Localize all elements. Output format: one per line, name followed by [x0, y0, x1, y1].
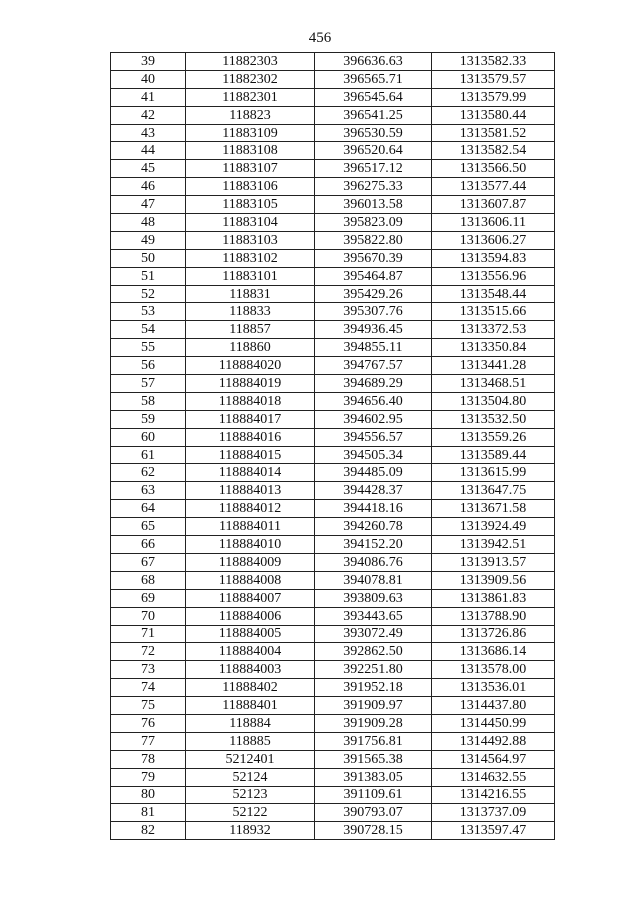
row-index-cell: 81 [111, 804, 186, 822]
y-coordinate-cell: 1313726.86 [432, 625, 555, 643]
x-coordinate-cell: 390793.07 [315, 804, 432, 822]
x-coordinate-cell: 394656.40 [315, 392, 432, 410]
y-coordinate-cell: 1313737.09 [432, 804, 555, 822]
row-index-cell: 57 [111, 375, 186, 393]
point-id-cell: 11888401 [186, 697, 315, 715]
row-index-cell: 69 [111, 589, 186, 607]
row-index-cell: 54 [111, 321, 186, 339]
point-id-cell: 118884018 [186, 392, 315, 410]
table-row [111, 231, 555, 249]
table-row [111, 607, 555, 625]
point-id-cell: 11883109 [186, 124, 315, 142]
row-index-cell: 46 [111, 178, 186, 196]
y-coordinate-cell: 1314437.80 [432, 697, 555, 715]
row-index-cell: 41 [111, 88, 186, 106]
x-coordinate-cell: 394936.45 [315, 321, 432, 339]
coordinates-table-body [111, 53, 555, 840]
point-id-cell: 52123 [186, 786, 315, 804]
point-id-cell: 11883107 [186, 160, 315, 178]
row-index-cell: 58 [111, 392, 186, 410]
row-index-cell: 43 [111, 124, 186, 142]
table-row [111, 285, 555, 303]
row-index-cell: 48 [111, 214, 186, 232]
y-coordinate-cell: 1313607.87 [432, 196, 555, 214]
x-coordinate-cell: 396545.64 [315, 88, 432, 106]
point-id-cell: 11882303 [186, 53, 315, 71]
row-index-cell: 78 [111, 750, 186, 768]
table-row [111, 822, 555, 840]
point-id-cell: 118884003 [186, 661, 315, 679]
point-id-cell: 11888402 [186, 679, 315, 697]
row-index-cell: 82 [111, 822, 186, 840]
row-index-cell: 39 [111, 53, 186, 71]
point-id-cell: 11883102 [186, 249, 315, 267]
y-coordinate-cell: 1313581.52 [432, 124, 555, 142]
point-id-cell: 118884006 [186, 607, 315, 625]
point-id-cell: 118884017 [186, 410, 315, 428]
point-id-cell: 118884 [186, 714, 315, 732]
table-row [111, 410, 555, 428]
y-coordinate-cell: 1314216.55 [432, 786, 555, 804]
point-id-cell: 118833 [186, 303, 315, 321]
y-coordinate-cell: 1313536.01 [432, 679, 555, 697]
table-row [111, 88, 555, 106]
x-coordinate-cell: 394602.95 [315, 410, 432, 428]
point-id-cell: 11883103 [186, 231, 315, 249]
row-index-cell: 45 [111, 160, 186, 178]
row-index-cell: 53 [111, 303, 186, 321]
y-coordinate-cell: 1313582.33 [432, 53, 555, 71]
row-index-cell: 50 [111, 249, 186, 267]
x-coordinate-cell: 394260.78 [315, 518, 432, 536]
y-coordinate-cell: 1314564.97 [432, 750, 555, 768]
coordinates-table [110, 52, 555, 840]
x-coordinate-cell: 395822.80 [315, 231, 432, 249]
y-coordinate-cell: 1313350.84 [432, 339, 555, 357]
row-index-cell: 62 [111, 464, 186, 482]
x-coordinate-cell: 391952.18 [315, 679, 432, 697]
point-id-cell: 118884005 [186, 625, 315, 643]
table-row [111, 428, 555, 446]
y-coordinate-cell: 1313548.44 [432, 285, 555, 303]
row-index-cell: 75 [111, 697, 186, 715]
y-coordinate-cell: 1313566.50 [432, 160, 555, 178]
table-row [111, 464, 555, 482]
x-coordinate-cell: 396541.25 [315, 106, 432, 124]
row-index-cell: 65 [111, 518, 186, 536]
point-id-cell: 5212401 [186, 750, 315, 768]
table-row [111, 732, 555, 750]
row-index-cell: 79 [111, 768, 186, 786]
table-row [111, 643, 555, 661]
y-coordinate-cell: 1314632.55 [432, 768, 555, 786]
y-coordinate-cell: 1313606.11 [432, 214, 555, 232]
point-id-cell: 118884019 [186, 375, 315, 393]
x-coordinate-cell: 394855.11 [315, 339, 432, 357]
table-row [111, 571, 555, 589]
point-id-cell: 118823 [186, 106, 315, 124]
point-id-cell: 11882302 [186, 70, 315, 88]
table-row [111, 714, 555, 732]
point-id-cell: 118885 [186, 732, 315, 750]
y-coordinate-cell: 1313577.44 [432, 178, 555, 196]
x-coordinate-cell: 395670.39 [315, 249, 432, 267]
row-index-cell: 49 [111, 231, 186, 249]
table-row [111, 124, 555, 142]
y-coordinate-cell: 1314492.88 [432, 732, 555, 750]
point-id-cell: 118884016 [186, 428, 315, 446]
y-coordinate-cell: 1313582.54 [432, 142, 555, 160]
x-coordinate-cell: 394152.20 [315, 536, 432, 554]
y-coordinate-cell: 1313580.44 [432, 106, 555, 124]
point-id-cell: 118884008 [186, 571, 315, 589]
point-id-cell: 11883106 [186, 178, 315, 196]
x-coordinate-cell: 393809.63 [315, 589, 432, 607]
point-id-cell: 11883104 [186, 214, 315, 232]
x-coordinate-cell: 394078.81 [315, 571, 432, 589]
table-row [111, 70, 555, 88]
y-coordinate-cell: 1313559.26 [432, 428, 555, 446]
y-coordinate-cell: 1313441.28 [432, 357, 555, 375]
y-coordinate-cell: 1313942.51 [432, 536, 555, 554]
point-id-cell: 11882301 [186, 88, 315, 106]
row-index-cell: 73 [111, 661, 186, 679]
row-index-cell: 40 [111, 70, 186, 88]
y-coordinate-cell: 1313372.53 [432, 321, 555, 339]
point-id-cell: 11883105 [186, 196, 315, 214]
point-id-cell: 118860 [186, 339, 315, 357]
point-id-cell: 118932 [186, 822, 315, 840]
y-coordinate-cell: 1313615.99 [432, 464, 555, 482]
table-row [111, 679, 555, 697]
y-coordinate-cell: 1313589.44 [432, 446, 555, 464]
x-coordinate-cell: 390728.15 [315, 822, 432, 840]
x-coordinate-cell: 395429.26 [315, 285, 432, 303]
row-index-cell: 80 [111, 786, 186, 804]
y-coordinate-cell: 1313579.57 [432, 70, 555, 88]
table-row [111, 553, 555, 571]
point-id-cell: 118884009 [186, 553, 315, 571]
x-coordinate-cell: 396517.12 [315, 160, 432, 178]
table-row [111, 106, 555, 124]
table-row [111, 589, 555, 607]
x-coordinate-cell: 396565.71 [315, 70, 432, 88]
row-index-cell: 71 [111, 625, 186, 643]
x-coordinate-cell: 396520.64 [315, 142, 432, 160]
point-id-cell: 118884011 [186, 518, 315, 536]
x-coordinate-cell: 396530.59 [315, 124, 432, 142]
row-index-cell: 51 [111, 267, 186, 285]
table-row [111, 750, 555, 768]
point-id-cell: 118884014 [186, 464, 315, 482]
row-index-cell: 66 [111, 536, 186, 554]
point-id-cell: 118884012 [186, 500, 315, 518]
y-coordinate-cell: 1313556.96 [432, 267, 555, 285]
table-row [111, 392, 555, 410]
row-index-cell: 52 [111, 285, 186, 303]
x-coordinate-cell: 393072.49 [315, 625, 432, 643]
row-index-cell: 68 [111, 571, 186, 589]
y-coordinate-cell: 1313647.75 [432, 482, 555, 500]
y-coordinate-cell: 1313861.83 [432, 589, 555, 607]
table-row [111, 53, 555, 71]
point-id-cell: 118884013 [186, 482, 315, 500]
x-coordinate-cell: 394505.34 [315, 446, 432, 464]
y-coordinate-cell: 1313578.00 [432, 661, 555, 679]
row-index-cell: 59 [111, 410, 186, 428]
x-coordinate-cell: 391756.81 [315, 732, 432, 750]
x-coordinate-cell: 394556.57 [315, 428, 432, 446]
x-coordinate-cell: 394086.76 [315, 553, 432, 571]
x-coordinate-cell: 391109.61 [315, 786, 432, 804]
table-row [111, 160, 555, 178]
point-id-cell: 11883101 [186, 267, 315, 285]
point-id-cell: 118857 [186, 321, 315, 339]
row-index-cell: 44 [111, 142, 186, 160]
row-index-cell: 72 [111, 643, 186, 661]
row-index-cell: 70 [111, 607, 186, 625]
y-coordinate-cell: 1313515.66 [432, 303, 555, 321]
table-row [111, 196, 555, 214]
table-row [111, 214, 555, 232]
x-coordinate-cell: 391909.97 [315, 697, 432, 715]
table-row [111, 625, 555, 643]
table-row [111, 339, 555, 357]
row-index-cell: 76 [111, 714, 186, 732]
x-coordinate-cell: 396636.63 [315, 53, 432, 71]
y-coordinate-cell: 1313597.47 [432, 822, 555, 840]
row-index-cell: 63 [111, 482, 186, 500]
x-coordinate-cell: 394767.57 [315, 357, 432, 375]
point-id-cell: 118831 [186, 285, 315, 303]
y-coordinate-cell: 1313686.14 [432, 643, 555, 661]
row-index-cell: 60 [111, 428, 186, 446]
table-row [111, 321, 555, 339]
point-id-cell: 118884020 [186, 357, 315, 375]
row-index-cell: 74 [111, 679, 186, 697]
table-row [111, 178, 555, 196]
y-coordinate-cell: 1313579.99 [432, 88, 555, 106]
row-index-cell: 67 [111, 553, 186, 571]
point-id-cell: 52124 [186, 768, 315, 786]
row-index-cell: 64 [111, 500, 186, 518]
table-row [111, 446, 555, 464]
table-row [111, 267, 555, 285]
x-coordinate-cell: 393443.65 [315, 607, 432, 625]
x-coordinate-cell: 396275.33 [315, 178, 432, 196]
y-coordinate-cell: 1313606.27 [432, 231, 555, 249]
row-index-cell: 47 [111, 196, 186, 214]
row-index-cell: 61 [111, 446, 186, 464]
point-id-cell: 118884007 [186, 589, 315, 607]
x-coordinate-cell: 394418.16 [315, 500, 432, 518]
x-coordinate-cell: 395307.76 [315, 303, 432, 321]
x-coordinate-cell: 392862.50 [315, 643, 432, 661]
point-id-cell: 11883108 [186, 142, 315, 160]
x-coordinate-cell: 395464.87 [315, 267, 432, 285]
y-coordinate-cell: 1313788.90 [432, 607, 555, 625]
table-row [111, 303, 555, 321]
point-id-cell: 118884015 [186, 446, 315, 464]
table-row [111, 482, 555, 500]
point-id-cell: 118884010 [186, 536, 315, 554]
point-id-cell: 52122 [186, 804, 315, 822]
row-index-cell: 56 [111, 357, 186, 375]
row-index-cell: 42 [111, 106, 186, 124]
table-row [111, 142, 555, 160]
x-coordinate-cell: 391383.05 [315, 768, 432, 786]
row-index-cell: 55 [111, 339, 186, 357]
point-id-cell: 118884004 [186, 643, 315, 661]
row-index-cell: 77 [111, 732, 186, 750]
table-row [111, 375, 555, 393]
table-row [111, 661, 555, 679]
y-coordinate-cell: 1313594.83 [432, 249, 555, 267]
table-row [111, 786, 555, 804]
x-coordinate-cell: 396013.58 [315, 196, 432, 214]
table-row [111, 768, 555, 786]
y-coordinate-cell: 1313532.50 [432, 410, 555, 428]
x-coordinate-cell: 394689.29 [315, 375, 432, 393]
table-row [111, 536, 555, 554]
table-row [111, 357, 555, 375]
y-coordinate-cell: 1313924.49 [432, 518, 555, 536]
x-coordinate-cell: 394485.09 [315, 464, 432, 482]
x-coordinate-cell: 394428.37 [315, 482, 432, 500]
y-coordinate-cell: 1313504.80 [432, 392, 555, 410]
y-coordinate-cell: 1313468.51 [432, 375, 555, 393]
x-coordinate-cell: 391565.38 [315, 750, 432, 768]
y-coordinate-cell: 1314450.99 [432, 714, 555, 732]
table-row [111, 249, 555, 267]
x-coordinate-cell: 392251.80 [315, 661, 432, 679]
x-coordinate-cell: 395823.09 [315, 214, 432, 232]
table-row [111, 804, 555, 822]
x-coordinate-cell: 391909.28 [315, 714, 432, 732]
page-number: 456 [308, 30, 332, 46]
table-row [111, 518, 555, 536]
y-coordinate-cell: 1313671.58 [432, 500, 555, 518]
table-row [111, 500, 555, 518]
y-coordinate-cell: 1313909.56 [432, 571, 555, 589]
table-row [111, 697, 555, 715]
y-coordinate-cell: 1313913.57 [432, 553, 555, 571]
